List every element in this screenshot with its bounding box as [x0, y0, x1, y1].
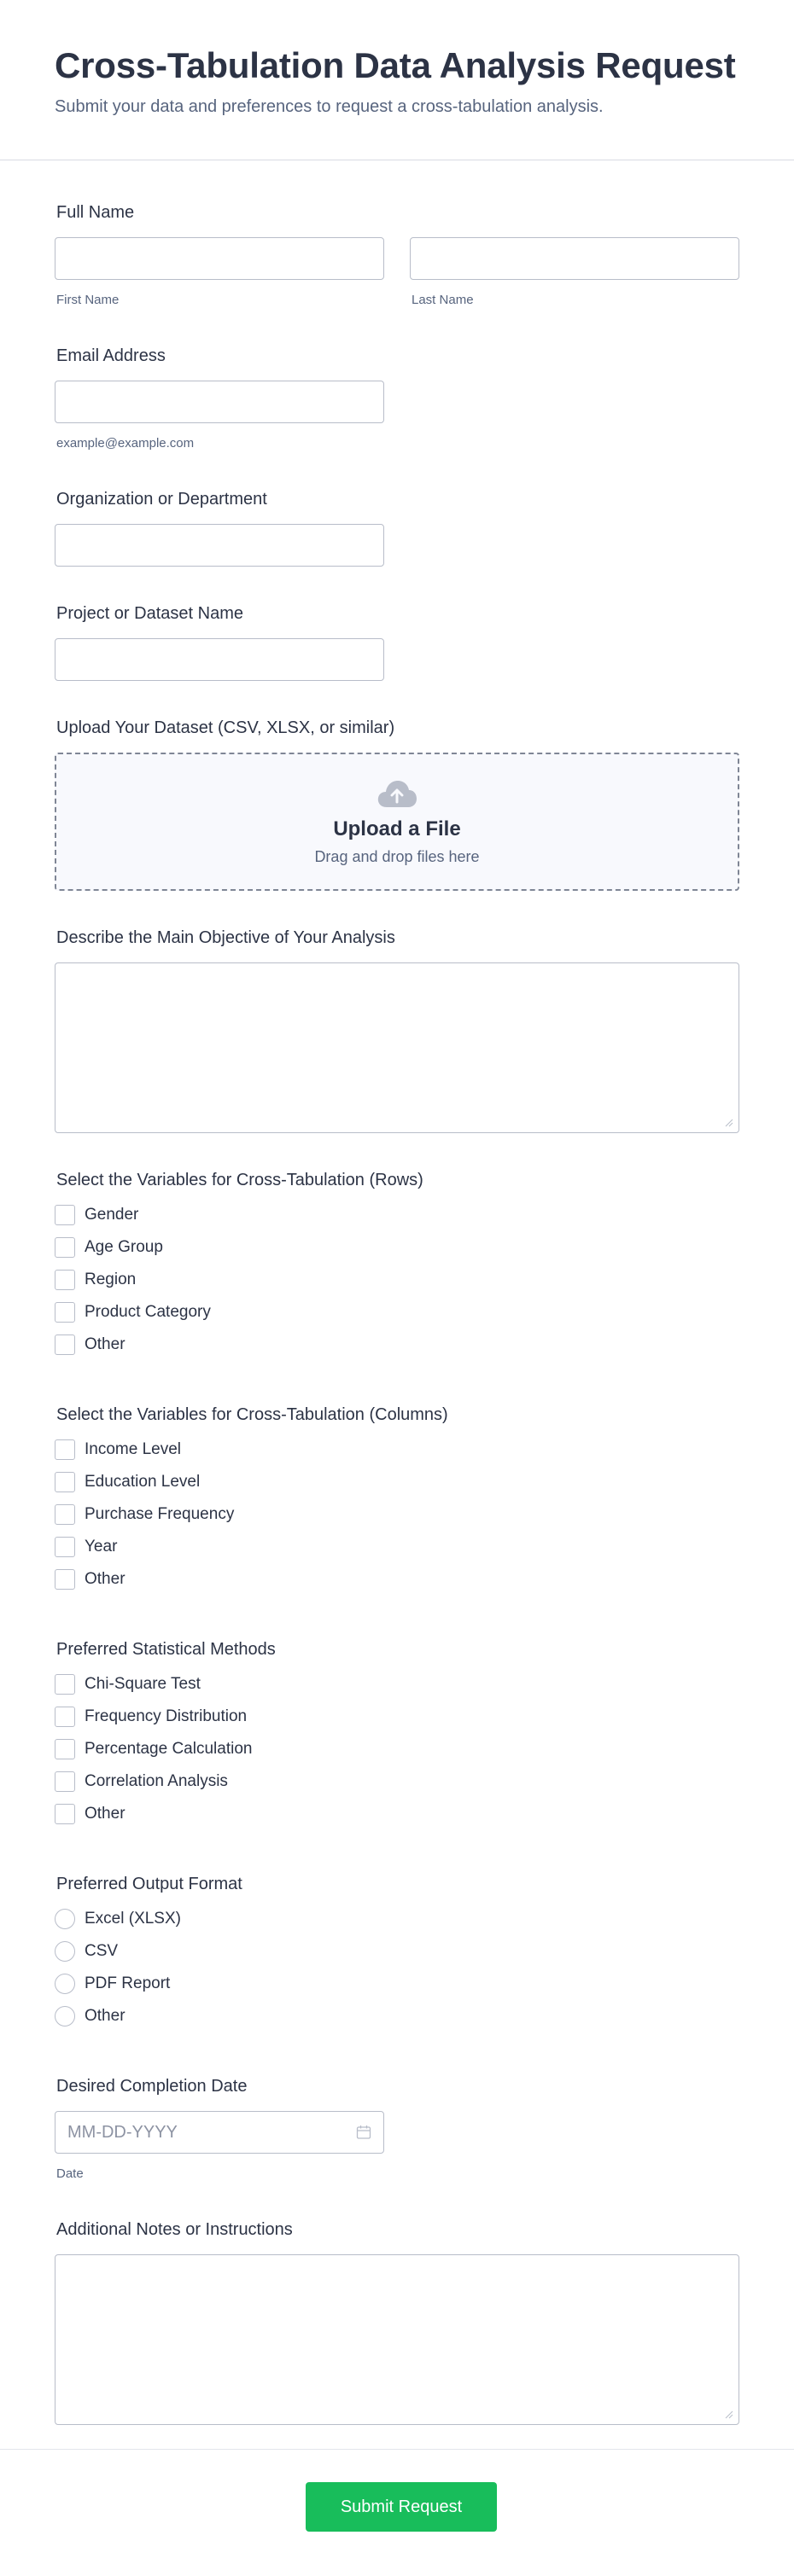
page-subtitle: Submit your data and preferences to request a cross-tabulation analysis.	[55, 97, 604, 116]
option-label: PDF Report	[85, 1974, 171, 1992]
last-name-sublabel: Last Name	[412, 293, 474, 307]
checkbox[interactable]	[55, 1504, 75, 1525]
rows-variables-field	[55, 1169, 739, 1361]
project-label: Project or Dataset Name	[56, 604, 243, 623]
checkbox[interactable]	[55, 1302, 75, 1323]
date-input[interactable]	[55, 2111, 384, 2154]
option-label: Correlation Analysis	[85, 1772, 228, 1790]
checkbox[interactable]	[55, 1707, 75, 1727]
output-option[interactable]	[55, 1968, 739, 2000]
option-label: Chi-Square Test	[85, 1675, 201, 1693]
option-label: Percentage Calculation	[85, 1740, 253, 1758]
option-label: Purchase Frequency	[85, 1505, 235, 1523]
organization-field	[55, 488, 739, 567]
notes-textarea[interactable]	[55, 2254, 739, 2425]
option-label: Age Group	[85, 1238, 163, 1256]
checkbox[interactable]	[55, 1804, 75, 1824]
file-dropzone[interactable]	[55, 753, 739, 891]
email-field	[55, 345, 739, 452]
notes-label: Additional Notes or Instructions	[56, 2220, 293, 2239]
upload-label: Upload Your Dataset (CSV, XLSX, or similar)	[56, 718, 395, 737]
rows-option[interactable]	[55, 1199, 739, 1231]
methods-option[interactable]	[55, 1733, 739, 1765]
checkbox[interactable]	[55, 1472, 75, 1492]
rows-option[interactable]	[55, 1231, 739, 1264]
columns-option[interactable]	[55, 1498, 739, 1531]
columns-option[interactable]	[55, 1433, 739, 1466]
columns-option[interactable]	[55, 1531, 739, 1563]
option-label: Other	[85, 1570, 126, 1588]
option-label: Region	[85, 1271, 137, 1288]
option-label: Income Level	[85, 1440, 182, 1458]
last-name-input[interactable]	[410, 237, 739, 280]
organization-input[interactable]	[55, 524, 384, 567]
cloud-upload-icon	[376, 778, 418, 809]
objective-label: Describe the Main Objective of Your Analysis	[56, 928, 395, 947]
radio-button[interactable]	[55, 1941, 75, 1962]
upload-title: Upload a File	[333, 817, 461, 840]
option-label: Other	[85, 2007, 126, 2025]
project-input[interactable]	[55, 638, 384, 681]
rows-variables-label: Select the Variables for Cross-Tabulation (Rows)	[56, 1171, 423, 1189]
full-name-field	[55, 160, 739, 309]
email-label: Email Address	[56, 346, 166, 365]
form-body	[0, 160, 794, 2425]
output-option[interactable]	[55, 1903, 739, 1935]
radio-button[interactable]	[55, 1909, 75, 1929]
first-name-input[interactable]	[55, 237, 384, 280]
notes-field	[55, 2218, 739, 2425]
option-label: Other	[85, 1805, 126, 1823]
methods-label: Preferred Statistical Methods	[56, 1640, 276, 1659]
calendar-icon[interactable]	[356, 2125, 371, 2140]
option-label: Excel (XLSX)	[85, 1910, 181, 1928]
organization-label: Organization or Department	[56, 490, 267, 509]
checkbox[interactable]	[55, 1270, 75, 1290]
resize-grip-icon[interactable]	[725, 2410, 733, 2419]
email-sublabel: example@example.com	[56, 436, 195, 451]
checkbox[interactable]	[55, 1569, 75, 1590]
methods-option[interactable]	[55, 1765, 739, 1798]
form-footer	[0, 2449, 794, 2576]
email-input[interactable]	[55, 381, 384, 423]
form-header	[0, 0, 794, 160]
columns-variables-field	[55, 1404, 739, 1596]
output-option[interactable]	[55, 2000, 739, 2032]
output-format-field	[55, 1873, 739, 2032]
upload-field	[55, 717, 739, 891]
output-option[interactable]	[55, 1935, 739, 1968]
radio-button[interactable]	[55, 2006, 75, 2026]
checkbox[interactable]	[55, 1205, 75, 1225]
columns-variables-label: Select the Variables for Cross-Tabulation (Columns)	[56, 1405, 448, 1424]
resize-grip-icon[interactable]	[725, 1119, 733, 1127]
output-format-label: Preferred Output Format	[56, 1875, 242, 1893]
checkbox[interactable]	[55, 1674, 75, 1695]
checkbox[interactable]	[55, 1739, 75, 1759]
objective-field	[55, 927, 739, 1133]
columns-option[interactable]	[55, 1563, 739, 1596]
first-name-sublabel: First Name	[56, 293, 120, 307]
submit-button[interactable]: Submit Request	[306, 2482, 497, 2532]
rows-option[interactable]	[55, 1264, 739, 1296]
option-label: Year	[85, 1538, 118, 1555]
methods-field	[55, 1638, 739, 1830]
upload-subtitle: Drag and drop files here	[314, 847, 480, 865]
project-field	[55, 602, 739, 681]
checkbox[interactable]	[55, 1439, 75, 1460]
full-name-label: Full Name	[56, 203, 135, 222]
option-label: Gender	[85, 1206, 139, 1224]
objective-textarea[interactable]	[55, 962, 739, 1133]
option-label: Other	[85, 1335, 126, 1353]
checkbox[interactable]	[55, 1237, 75, 1258]
methods-option[interactable]	[55, 1701, 739, 1733]
option-label: CSV	[85, 1942, 119, 1960]
option-label: Frequency Distribution	[85, 1707, 248, 1725]
radio-button[interactable]	[55, 1974, 75, 1994]
columns-option[interactable]	[55, 1466, 739, 1498]
methods-option[interactable]	[55, 1668, 739, 1701]
rows-option[interactable]	[55, 1329, 739, 1361]
completion-date-label: Desired Completion Date	[56, 2077, 248, 2096]
completion-date-field	[55, 2075, 739, 2183]
rows-option[interactable]	[55, 1296, 739, 1329]
date-placeholder: MM-DD-YYYY	[67, 2122, 178, 2142]
option-label: Product Category	[85, 1303, 211, 1321]
page-title: Cross-Tabulation Data Analysis Request	[55, 45, 736, 85]
methods-option[interactable]	[55, 1798, 739, 1830]
checkbox[interactable]	[55, 1771, 75, 1792]
option-label: Education Level	[85, 1473, 201, 1491]
checkbox[interactable]	[55, 1537, 75, 1557]
date-sublabel: Date	[56, 2166, 84, 2181]
checkbox[interactable]	[55, 1335, 75, 1355]
